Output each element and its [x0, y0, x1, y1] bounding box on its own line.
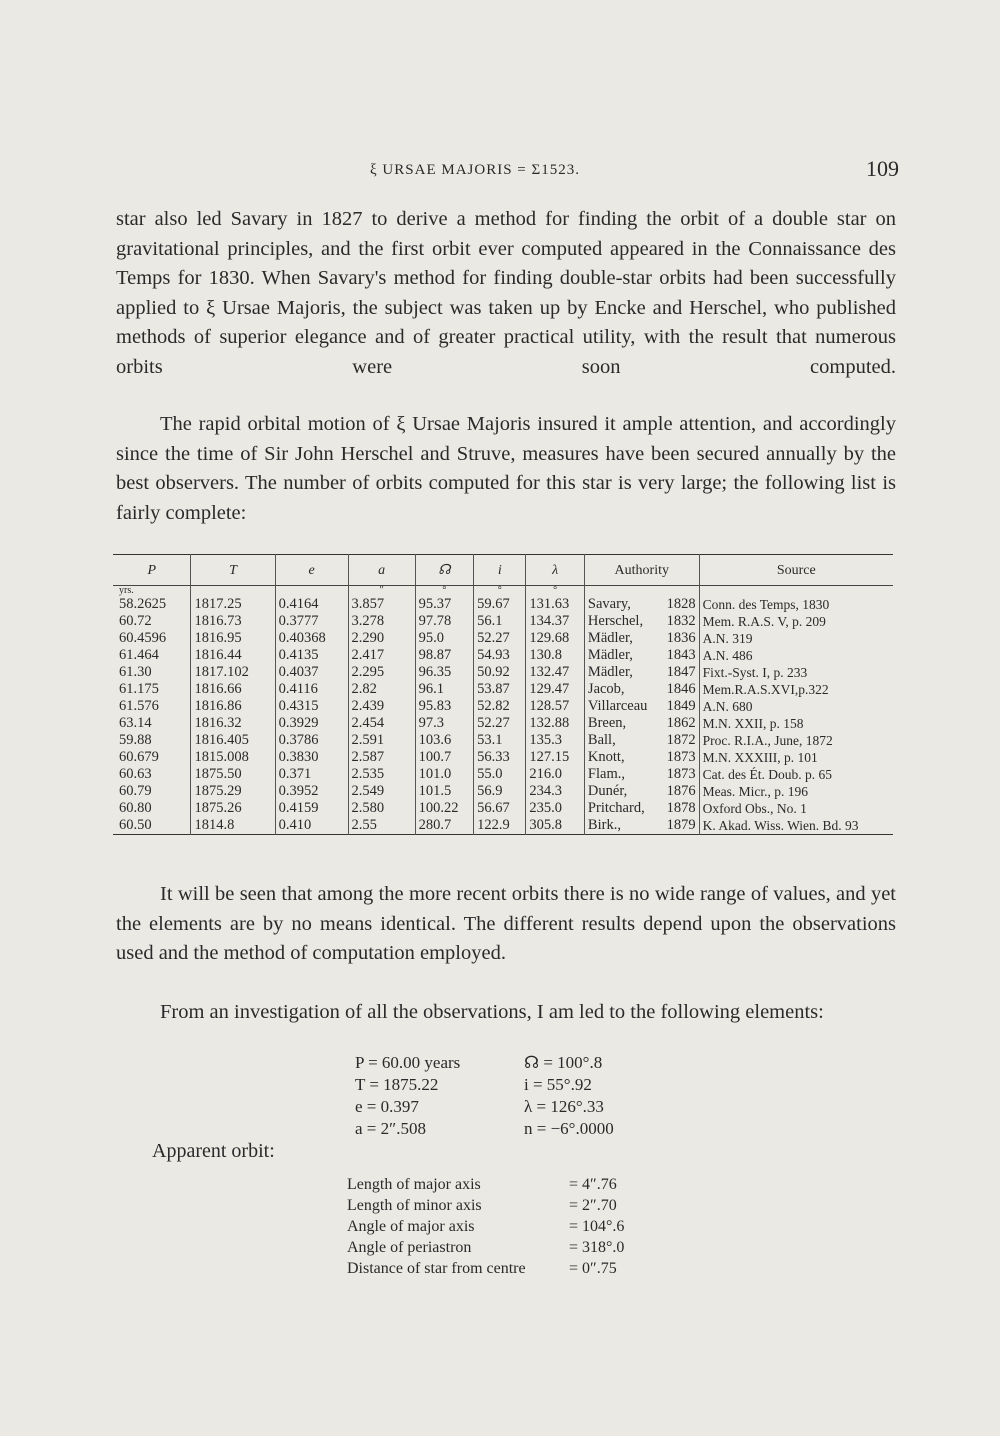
apparent-orbit-label: Apparent orbit:	[152, 1140, 275, 1162]
table-cell: 56.33	[474, 749, 526, 766]
table-cell: 95.83	[415, 698, 474, 715]
unit-cell	[699, 586, 893, 597]
authority-cell	[584, 766, 699, 783]
table-cell: 0.371	[275, 766, 348, 783]
source-cell: Fixt.-Syst. I, p. 233	[699, 664, 893, 681]
authority-name: Ball,	[587, 732, 616, 748]
table-cell: 0.4135	[275, 647, 348, 664]
table-cell: 1816.44	[191, 647, 275, 664]
table-cell: 1817.102	[191, 664, 275, 681]
table-cell: 101.5	[415, 783, 474, 800]
authority-cell	[584, 749, 699, 766]
table-row	[113, 766, 893, 783]
table-cell: 0.40368	[275, 630, 348, 647]
source-cell: M.N. XXII, p. 158	[699, 715, 893, 732]
authority-year: 1846	[666, 681, 696, 697]
table-cell: 2.55	[348, 817, 415, 835]
table-cell: 0.4116	[275, 681, 348, 698]
table-cell: 60.79	[119, 783, 152, 799]
column-header: e	[275, 555, 348, 586]
table-cell: 1875.29	[191, 783, 275, 800]
table-cell: 95.37	[415, 596, 474, 613]
authority-cell	[584, 732, 699, 749]
table-cell: 129.68	[526, 630, 585, 647]
table-cell: 61.464	[119, 647, 159, 663]
table-cell: 95.0	[415, 630, 474, 647]
authority-cell	[584, 681, 699, 698]
apparent-orbit-row: Angle of major axis = 104°.6	[347, 1218, 625, 1235]
paragraph-3: It will be seen that among the more recent orbits there is no wide range of values, and yet the elements are by no means identical. The different results depend upon the observations used and the method of computation employed.	[116, 883, 896, 965]
column-header: a	[348, 555, 415, 586]
table-cell: 54.93	[474, 647, 526, 664]
table-cell: 63.14	[119, 715, 152, 731]
column-header: T	[191, 555, 275, 586]
table-cell: 2.439	[348, 698, 415, 715]
authority-cell	[584, 613, 699, 630]
column-header: P	[113, 555, 191, 586]
table-cell: 60.679	[119, 749, 159, 765]
table-row	[113, 664, 893, 681]
paragraph-1: star also led Savary in 1827 to derive a method for finding the orbit of a double star on gravitational principles, and the first orbit ever computed appeared in the Connaissance des Temps for 1830. When Savary's method for finding double-star orbits had been successfully applied to ξ Ursae Majoris, the subject was taken up by Encke and Herschel, who published methods of superior elegance and of greater practical utility, with the result that numerous orbits were soon computed.	[116, 208, 896, 378]
authority-cell	[584, 715, 699, 732]
authority-name: Herschel,	[587, 613, 644, 629]
table-cell: 0.4037	[275, 664, 348, 681]
source-cell: K. Akad. Wiss. Wien. Bd. 93	[699, 817, 893, 835]
authority-year: 1872	[666, 732, 696, 748]
authority-cell	[584, 647, 699, 664]
table-cell: 135.3	[526, 732, 585, 749]
unit-cell: yrs.	[119, 585, 134, 596]
orbits-table	[113, 554, 893, 835]
authority-name: Villarceau	[587, 698, 648, 714]
source-cell: A.N. 680	[699, 698, 893, 715]
table-cell: 53.1	[474, 732, 526, 749]
table-cell: 2.591	[348, 732, 415, 749]
table-cell: 3.278	[348, 613, 415, 630]
table-cell: 234.3	[526, 783, 585, 800]
authority-name: Pritchard,	[587, 800, 645, 816]
table-cell: 56.67	[474, 800, 526, 817]
element-e: e = 0.397	[355, 1097, 419, 1116]
table-row	[113, 681, 893, 698]
table-cell: 128.57	[526, 698, 585, 715]
page-header	[0, 148, 1000, 188]
column-header: Authority	[584, 555, 699, 586]
element-lambda: λ = 126°.33	[524, 1097, 604, 1116]
table-cell: 132.47	[526, 664, 585, 681]
source-cell: Mem.R.A.S.XVI,p.322	[699, 681, 893, 698]
authority-name: Mädler,	[587, 630, 633, 646]
element-n: n = −6°.0000	[524, 1119, 614, 1138]
table-cell: 235.0	[526, 800, 585, 817]
table-row	[113, 800, 893, 817]
table-cell: 100.22	[415, 800, 474, 817]
table-cell: 61.30	[119, 664, 152, 680]
apparent-orbit-row: Length of minor axis = 2″.70	[347, 1197, 617, 1214]
table-cell: 1875.26	[191, 800, 275, 817]
element-a: a = 2″.508	[355, 1119, 426, 1138]
table-cell: 100.7	[415, 749, 474, 766]
authority-year: 1876	[666, 783, 696, 799]
table-cell: 2.82	[348, 681, 415, 698]
unit-cell	[191, 586, 275, 597]
apparent-orbit-row: Distance of star from centre = 0″.75	[347, 1260, 617, 1277]
unit-cell: ″	[348, 586, 415, 597]
table-cell: 216.0	[526, 766, 585, 783]
source-cell: A.N. 486	[699, 647, 893, 664]
units-row	[113, 586, 893, 597]
table-cell: 0.4159	[275, 800, 348, 817]
table-cell: 2.580	[348, 800, 415, 817]
authority-name: Mädler,	[587, 647, 633, 663]
authority-year: 1836	[666, 630, 696, 646]
table-cell: 97.3	[415, 715, 474, 732]
table-cell: 0.3952	[275, 783, 348, 800]
table-cell: 2.549	[348, 783, 415, 800]
authority-year: 1873	[666, 766, 696, 782]
apparent-orbit-row: Length of major axis = 4″.76	[347, 1176, 617, 1193]
authority-cell	[584, 800, 699, 817]
table-cell: 98.87	[415, 647, 474, 664]
source-cell: M.N. XXXIII, p. 101	[699, 749, 893, 766]
source-cell: Proc. R.I.A., June, 1872	[699, 732, 893, 749]
authority-name: Knott,	[587, 749, 625, 765]
apparent-orbit-row: Angle of periastron = 318°.0	[347, 1239, 625, 1256]
table-cell: 52.27	[474, 630, 526, 647]
table-cell: 61.576	[119, 698, 159, 714]
elements-right	[524, 1052, 614, 1140]
table-cell: 0.3777	[275, 613, 348, 630]
table-cell: 1816.405	[191, 732, 275, 749]
table-cell: 305.8	[526, 817, 585, 835]
table-cell: 3.857	[348, 596, 415, 613]
table-cell: 2.535	[348, 766, 415, 783]
authority-year: 1873	[666, 749, 696, 765]
table-cell: 52.27	[474, 715, 526, 732]
authority-name: Jacob,	[587, 681, 625, 697]
authority-year: 1832	[666, 613, 696, 629]
unit-cell: °	[526, 586, 585, 597]
source-cell: A.N. 319	[699, 630, 893, 647]
page-number: 109	[866, 156, 899, 181]
table-cell: 0.3830	[275, 749, 348, 766]
authority-year: 1828	[666, 596, 696, 612]
column-header: λ	[526, 555, 585, 586]
authority-cell	[584, 698, 699, 715]
table-cell: 60.80	[119, 800, 152, 816]
table-cell: 0.4164	[275, 596, 348, 613]
elements-left	[355, 1052, 460, 1140]
table-cell: 60.72	[119, 613, 152, 629]
paragraph-4: From an investigation of all the observations, I am led to the following elements:	[160, 1001, 824, 1023]
source-cell: Cat. des Ét. Doub. p. 65	[699, 766, 893, 783]
element-i: i = 55°.92	[524, 1075, 592, 1094]
table-row	[113, 698, 893, 715]
table-cell: 60.4596	[119, 630, 167, 646]
table-cell: 97.78	[415, 613, 474, 630]
authority-cell	[584, 596, 699, 613]
authority-year: 1849	[666, 698, 696, 714]
table-cell: 1815.008	[191, 749, 275, 766]
table-cell: 1816.32	[191, 715, 275, 732]
unit-cell: °	[474, 586, 526, 597]
table-cell: 1817.25	[191, 596, 275, 613]
authority-name: Mädler,	[587, 664, 633, 680]
table-cell: 122.9	[474, 817, 526, 835]
table-cell: 59.88	[119, 732, 152, 748]
source-cell: Mem. R.A.S. V, p. 209	[699, 613, 893, 630]
authority-name: Birk.,	[587, 817, 621, 833]
authority-name: Savary,	[587, 596, 631, 612]
table-cell: 61.175	[119, 681, 159, 697]
table-row	[113, 630, 893, 647]
unit-cell	[275, 586, 348, 597]
authority-cell	[584, 783, 699, 800]
source-cell: Oxford Obs., No. 1	[699, 800, 893, 817]
table-row	[113, 647, 893, 664]
table-cell: 60.63	[119, 766, 152, 782]
authority-cell	[584, 817, 699, 835]
element-P: P = 60.00 years	[355, 1053, 461, 1072]
unit-cell: °	[415, 586, 474, 597]
table-cell: 129.47	[526, 681, 585, 698]
table-cell: 127.15	[526, 749, 585, 766]
source-cell: Meas. Micr., p. 196	[699, 783, 893, 800]
table-cell: 1816.86	[191, 698, 275, 715]
table-cell: 52.82	[474, 698, 526, 715]
column-header: ☊	[415, 555, 474, 586]
table-cell: 103.6	[415, 732, 474, 749]
table-row	[113, 732, 893, 749]
table-cell: 2.295	[348, 664, 415, 681]
authority-name: Breen,	[587, 715, 627, 731]
column-header: Source	[699, 555, 893, 586]
authority-cell	[584, 664, 699, 681]
table-cell: 1816.66	[191, 681, 275, 698]
table-cell: 0.410	[275, 817, 348, 835]
table-cell: 2.454	[348, 715, 415, 732]
paragraph-2: The rapid orbital motion of ξ Ursae Majoris insured it ample attention, and accordingly since the time of Sir John Herschel and Struve, measures have been secured annually by the best observers. The number of orbits computed for this star is very large; the following list is fairly complete:	[116, 413, 896, 524]
table-cell: 1875.50	[191, 766, 275, 783]
table-cell: 96.35	[415, 664, 474, 681]
table-row	[113, 613, 893, 630]
table-cell: 2.587	[348, 749, 415, 766]
column-header: i	[474, 555, 526, 586]
table-cell: 0.3929	[275, 715, 348, 732]
table-cell: 101.0	[415, 766, 474, 783]
table-cell: 0.4315	[275, 698, 348, 715]
table-cell: 60.50	[119, 817, 152, 833]
table-cell: 130.8	[526, 647, 585, 664]
table-row	[113, 596, 893, 613]
unit-cell	[584, 586, 699, 597]
authority-year: 1878	[666, 800, 696, 816]
table-row	[113, 715, 893, 732]
authority-name: Dunér,	[587, 783, 628, 799]
element-node: ☊ = 100°.8	[524, 1053, 603, 1072]
table-cell: 50.92	[474, 664, 526, 681]
table-cell: 56.9	[474, 783, 526, 800]
authority-year: 1879	[666, 817, 696, 833]
table-cell: 280.7	[415, 817, 474, 835]
table-row	[113, 749, 893, 766]
authority-year: 1843	[666, 647, 696, 663]
table-cell: 53.87	[474, 681, 526, 698]
table-cell: 0.3786	[275, 732, 348, 749]
table-cell: 131.63	[526, 596, 585, 613]
authority-year: 1862	[666, 715, 696, 731]
table-cell: 1816.73	[191, 613, 275, 630]
element-T: T = 1875.22	[355, 1075, 439, 1094]
table-cell: 134.37	[526, 613, 585, 630]
table-cell: 1814.8	[191, 817, 275, 835]
table-cell: 56.1	[474, 613, 526, 630]
running-head: ξ URSAE MAJORIS = Σ1523.	[370, 162, 580, 178]
table-cell: 58.2625	[119, 596, 167, 612]
authority-cell	[584, 630, 699, 647]
table-row	[113, 783, 893, 800]
source-cell: Conn. des Temps, 1830	[699, 596, 893, 613]
authority-name: Flam.,	[587, 766, 625, 782]
table-cell: 2.290	[348, 630, 415, 647]
table-cell: 132.88	[526, 715, 585, 732]
table-cell: 55.0	[474, 766, 526, 783]
table-row	[113, 817, 893, 835]
table-cell: 59.67	[474, 596, 526, 613]
table-cell: 1816.95	[191, 630, 275, 647]
table-cell: 2.417	[348, 647, 415, 664]
table-cell: 96.1	[415, 681, 474, 698]
authority-year: 1847	[666, 664, 696, 680]
